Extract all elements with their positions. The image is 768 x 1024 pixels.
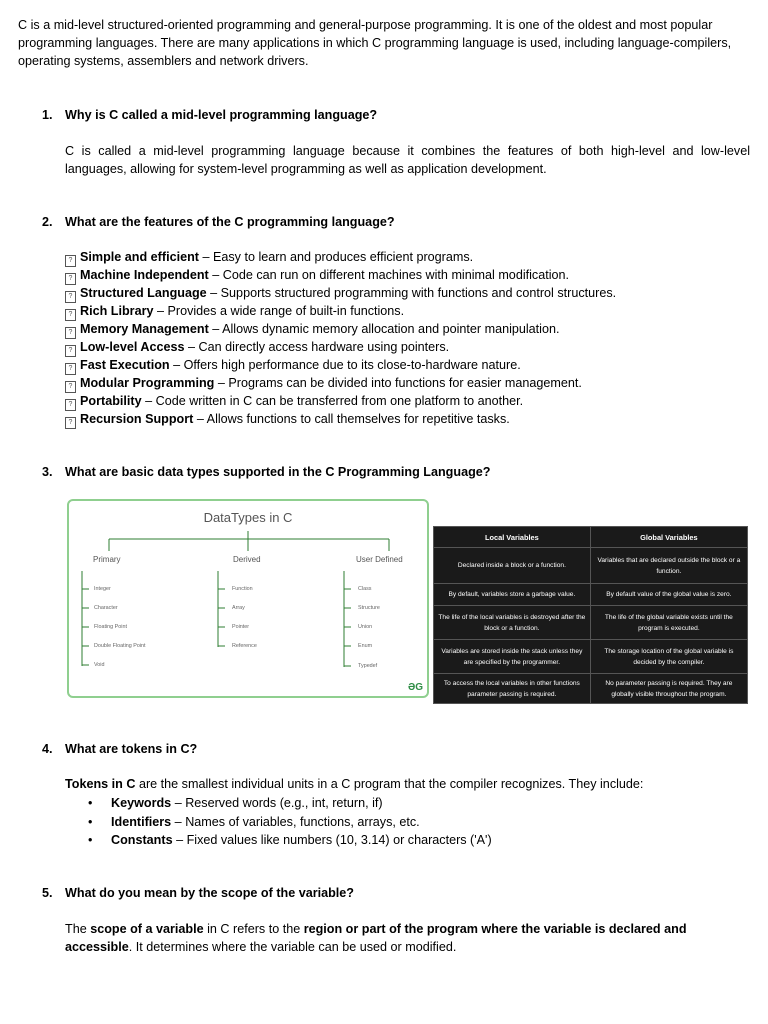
missing-glyph-box-icon: ?	[65, 381, 76, 393]
token-description: – Reserved words (e.g., int, return, if)	[171, 796, 383, 810]
feature-description: – Provides a wide range of built-in functions.	[153, 304, 405, 318]
user-defined-item: Union	[358, 624, 373, 630]
question-5-heading	[42, 884, 354, 902]
bullet-icon: •	[88, 833, 93, 847]
local-variable-cell: To access the local variables in other functions parameter passing is required.	[434, 674, 591, 704]
feature-title: Modular Programming	[80, 376, 215, 390]
table-row	[434, 640, 748, 674]
local-variable-cell: Declared inside a block or a function.	[434, 548, 591, 584]
answer-text: The	[65, 922, 91, 936]
tokens-definition: are the smallest individual units in a C program that the compiler recognizes. They include:	[135, 777, 644, 791]
bullet-icon: •	[88, 814, 93, 829]
feature-description: – Allows dynamic memory allocation and pointer manipulation.	[208, 322, 560, 336]
global-variable-cell: Variables that are declared outside the block or a function.	[590, 548, 747, 584]
tokens-list	[88, 794, 492, 850]
table-row	[434, 674, 748, 704]
feature-item	[65, 339, 750, 357]
datatypes-diagram	[67, 499, 429, 698]
table-header-global: Global Variables	[590, 527, 747, 548]
user-defined-item: Enum	[358, 643, 373, 649]
feature-title: Simple and efficient	[80, 250, 199, 264]
local-variable-cell: By default, variables store a garbage value.	[434, 584, 591, 606]
primary-item: Double Floating Point	[94, 643, 146, 649]
question-text: What are tokens in C?	[65, 742, 198, 756]
question-text: Why is C called a mid-level programming language?	[65, 108, 378, 122]
feature-item	[65, 303, 750, 321]
local-variable-cell: Variables are stored inside the stack unless they are specified by the programmer.	[434, 640, 591, 674]
missing-glyph-box-icon: ?	[65, 327, 76, 339]
primary-item: Integer	[94, 586, 111, 592]
feature-item	[65, 393, 750, 411]
gfg-logo-icon: ƏG	[408, 682, 424, 693]
feature-title: Machine Independent	[80, 268, 209, 282]
token-title: Keywords	[111, 796, 172, 810]
feature-title: Memory Management	[80, 322, 209, 336]
missing-glyph-box-icon: ?	[65, 345, 76, 357]
question-number: 2.	[42, 215, 53, 229]
global-variable-cell: The life of the global variable exists until the program is executed.	[590, 606, 747, 640]
derived-item: Array	[232, 605, 245, 611]
question-text: What do you mean by the scope of the variable?	[65, 886, 355, 900]
question-number: 5.	[42, 886, 53, 900]
feature-item	[65, 411, 750, 429]
missing-glyph-box-icon: ?	[65, 291, 76, 303]
feature-description: – Programs can be divided into functions for easier management.	[214, 376, 582, 390]
answer-1: C is called a mid-level programming language because it combines the features of both high-level and low-level languages, allowing for system-level programming as well as application development.	[65, 144, 750, 176]
feature-description: – Code can run on different machines with minimal modification.	[208, 268, 570, 282]
feature-title: Low-level Access	[80, 340, 185, 354]
tokens-intro	[65, 775, 643, 793]
user-defined-item: Typedef	[358, 663, 378, 669]
token-item	[88, 831, 492, 850]
missing-glyph-box-icon: ?	[65, 273, 76, 285]
table-body	[434, 548, 748, 704]
question-text: What are the features of the C programming language?	[65, 215, 395, 229]
global-variable-cell: By default value of the global value is zero.	[590, 584, 747, 606]
derived-item: Pointer	[232, 624, 250, 630]
feature-item	[65, 285, 750, 303]
feature-item	[65, 375, 750, 393]
question-number: 4.	[42, 742, 53, 756]
table-row	[434, 584, 748, 606]
feature-title: Rich Library	[80, 304, 154, 318]
derived-item: Reference	[232, 643, 257, 649]
feature-description: – Supports structured programming with functions and control structures.	[206, 286, 617, 300]
feature-description: – Offers high performance due to its close-to-hardware nature.	[169, 358, 521, 372]
question-1-heading	[42, 106, 377, 124]
feature-description: – Code written in C can be transferred from one platform to another.	[141, 394, 524, 408]
feature-description: – Easy to learn and produces efficient programs.	[198, 250, 474, 264]
question-4-heading	[42, 740, 197, 758]
user-defined-header: User Defined	[356, 555, 403, 564]
global-variable-cell: No parameter passing is required. They are globally visible throughout the program.	[590, 674, 747, 704]
token-title: Identifiers	[111, 814, 172, 829]
variables-comparison-table	[433, 526, 748, 704]
user-defined-item: Class	[358, 586, 372, 592]
primary-item: Void	[94, 662, 105, 668]
feature-title: Portability	[80, 394, 142, 408]
feature-item	[65, 249, 750, 267]
feature-item	[65, 321, 750, 339]
local-variable-cell: The life of the local variables is destroyed after the block or a function.	[434, 606, 591, 640]
primary-item: Floating Point	[94, 624, 127, 630]
token-title: Constants	[111, 833, 173, 847]
bullet-icon: •	[88, 796, 93, 810]
table-header-local: Local Variables	[434, 527, 591, 548]
missing-glyph-box-icon: ?	[65, 399, 76, 411]
missing-glyph-box-icon: ?	[65, 417, 76, 429]
missing-glyph-box-icon: ?	[65, 363, 76, 375]
features-list	[65, 249, 750, 429]
feature-description: – Allows functions to call themselves for repetitive tasks.	[193, 412, 510, 426]
primary-header: Primary	[93, 555, 121, 564]
user-defined-item: Structure	[358, 605, 380, 611]
feature-title: Recursion Support	[80, 412, 194, 426]
feature-title: Structured Language	[80, 286, 207, 300]
table-row	[434, 606, 748, 640]
answer-text: . It determines where the variable can be used or modified.	[128, 940, 457, 954]
derived-item: Function	[232, 586, 253, 592]
derived-header: Derived	[233, 555, 261, 564]
intro-paragraph: C is a mid-level structured-oriented programming and general-purpose programming. It is one of the oldest and most popular programming languages. There are many applications in which C programming language is used, including language-compilers, operating systems, assemblers and network drivers.	[18, 18, 732, 68]
feature-item	[65, 267, 750, 285]
answer-bold-phrase: region or part of the program where the variable is declared and accessible	[65, 922, 687, 954]
primary-item: Character	[94, 605, 118, 611]
answer-bold-term: scope of a variable	[90, 922, 204, 936]
question-text: What are basic data types supported in the C Programming Language?	[65, 465, 491, 479]
answer-text: in C refers to the	[203, 922, 304, 936]
token-item	[88, 813, 492, 832]
question-number: 1.	[42, 108, 53, 122]
missing-glyph-box-icon: ?	[65, 309, 76, 321]
question-number: 3.	[42, 465, 53, 479]
token-description: – Fixed values like numbers (10, 3.14) or characters ('A')	[172, 833, 492, 847]
question-3-heading	[42, 463, 490, 481]
missing-glyph-box-icon: ?	[65, 255, 76, 267]
feature-title: Fast Execution	[80, 358, 170, 372]
token-description: – Names of variables, functions, arrays, etc.	[171, 814, 420, 829]
answer-5	[65, 920, 750, 956]
diagram-title: DataTypes in C	[203, 510, 293, 525]
question-2-heading	[42, 213, 395, 231]
table-row	[434, 548, 748, 584]
feature-description: – Can directly access hardware using pointers.	[184, 340, 450, 354]
tokens-term: Tokens in C	[65, 777, 136, 791]
global-variable-cell: The storage location of the global variable is decided by the compiler.	[590, 640, 747, 674]
token-item	[88, 794, 492, 813]
feature-item	[65, 357, 750, 375]
